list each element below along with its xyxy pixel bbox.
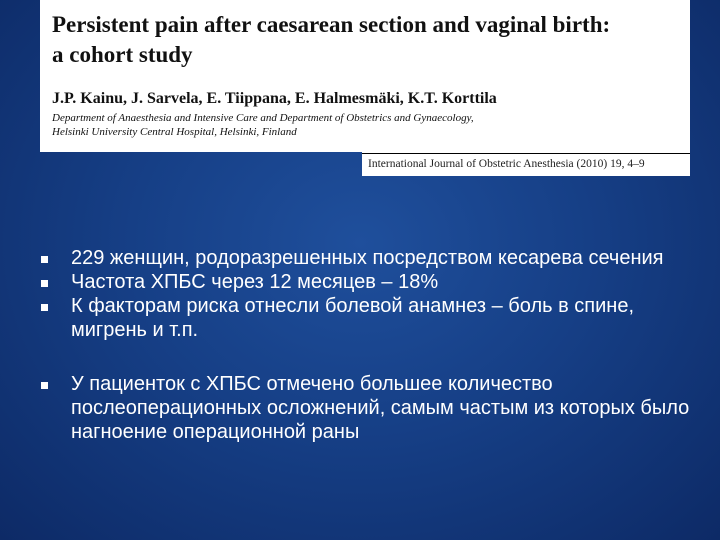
bullet-item: [38, 270, 698, 294]
bullet-item: [38, 294, 698, 342]
paper-header-image: [40, 0, 690, 152]
bullet-text: 229 женщин, родоразрешенных посредством кесарева сечения: [71, 247, 664, 269]
journal-reference: International Journal of Obstetric Anesthesia (2010) 19, 4–9: [362, 152, 690, 176]
square-bullet-icon: [41, 256, 48, 263]
bullet-text: Частота ХПБС через 12 месяцев – 18%: [71, 271, 439, 293]
square-bullet-icon: [41, 382, 48, 389]
paper-authors: J.P. Kainu, J. Sarvela, E. Tiippana, E. Halmesmäki, K.T. Korttila: [52, 90, 497, 107]
bullet-text: К факторам риска отнесли болевой анамнез – боль в спине, мигрень и т.п.: [71, 295, 634, 341]
bullet-list: [38, 246, 698, 444]
square-bullet-icon: [41, 304, 48, 311]
bullet-item: [38, 246, 698, 270]
paper-title: Persistent pain after caesarean section and vaginal birth: a cohort study: [52, 12, 611, 67]
paper-affiliation: Department of Anaesthesia and Intensive Care and Department of Obstetrics and Gynaecology, Helsinki University Central Hospital, Helsinki, Finland: [52, 112, 474, 138]
square-bullet-icon: [41, 280, 48, 287]
bullet-item: [38, 372, 698, 444]
bullet-text: У пациенток с ХПБС отмечено большее количество послеоперационных осложнений, самым частым из которых было нагноение операционной раны: [71, 373, 690, 443]
